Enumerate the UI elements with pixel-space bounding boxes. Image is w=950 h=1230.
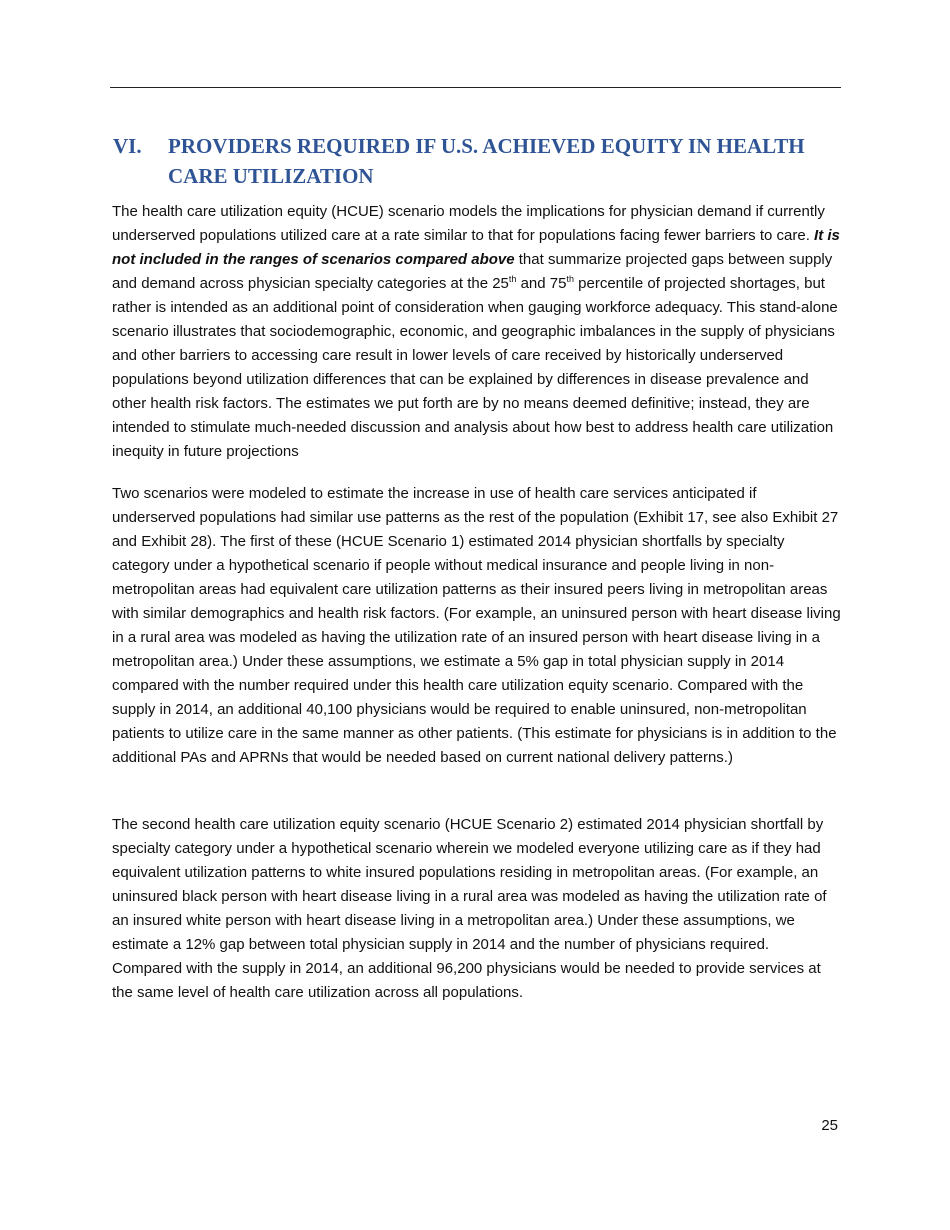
paragraph-1-emphasis: It is not included in the ranges of scenarios compared above bbox=[112, 227, 840, 268]
paragraph-1-text-c: and 75 bbox=[516, 275, 567, 292]
page-number: 25 bbox=[821, 1117, 838, 1134]
paragraph-hcue-scenario-2: The second health care utilization equity scenario (HCUE Scenario 2) estimated 2014 physician shortfall by specialty category under a hypothetical scenario wherein we modeled everyone utilizing care as if they had equivalent utilization patterns to white insured populations residing in metropolitan areas. (For example, an uninsured black person with heart disease living in a rural area was modeled as having the utilization rate of an insured white person with heart disease living in a metropolitan area.) Under these assumptions, we estimate a 12% gap between total physician supply in 2014 and the number of physicians required. Compared with the supply in 2014, an additional 96,200 physicians would be needed to provide services at the same level of health care utilization across all populations. bbox=[112, 816, 827, 1001]
superscript-th-2: th bbox=[566, 274, 574, 284]
section-heading bbox=[113, 131, 843, 191]
section-number: VI. bbox=[113, 134, 142, 158]
paragraph-hcue-scenario-1: Two scenarios were modeled to estimate the increase in use of health care services anticipated if underserved populations had similar use patterns as the rest of the population (Exhibit 17, see also Exhibit 27 and Exhibit 28). The first of these (HCUE Scenario 1) estimated 2014 physician shortfalls by specialty category under a hypothetical scenario if people without medical insurance and people living in non-metropolitan areas had equivalent care utilization patterns as their insured peers living in metropolitan areas with similar demographics and health risk factors. (For example, an uninsured person with heart disease living in a rural area was modeled as having the utilization rate of an insured person with heart disease living in a metropolitan area.) Under these assumptions, we estimate a 5% gap in total physician supply in 2014 compared with the number required under this health care utilization equity scenario. Compared with the supply in 2014, an additional 40,100 physicians would be required to enable uninsured, non-metropolitan patients to utilize care in the same manner as other patients. (This estimate for physicians is in addition to the additional PAs and APRNs that would be needed based on current national delivery patterns.) bbox=[112, 485, 841, 766]
paragraph-hcue-intro bbox=[112, 200, 842, 464]
paragraph-1-text-b: that summarize projected gaps between supply and demand across physician specialty categories at the 25 bbox=[112, 251, 833, 292]
section-title: PROVIDERS REQUIRED IF U.S. ACHIEVED EQUITY IN HEALTH CARE UTILIZATION bbox=[168, 134, 805, 188]
paragraph-1-text-a: The health care utilization equity (HCUE) scenario models the implications for physician demand if currently underserved populations utilized care at a rate similar to that for populations facing fewer barriers to care. bbox=[112, 203, 825, 244]
header-rule bbox=[110, 87, 841, 88]
paragraph-1-text-d: percentile of projected shortages, but rather is intended as an additional point of consideration when gauging workforce adequacy. This stand-alone scenario illustrates that sociodemographic, economic, and geographic imbalances in the supply of physicians and other barriers to accessing care result in lower levels of care received by historically underserved populations beyond utilization differences that can be explained by differences in disease prevalence and other health risk factors. The estimates we put forth are by no means deemed definitive; instead, they are intended to stimulate much-needed discussion and analysis about how best to address health care utilization inequity in future projections bbox=[112, 275, 838, 460]
superscript-th-1: th bbox=[508, 274, 517, 284]
